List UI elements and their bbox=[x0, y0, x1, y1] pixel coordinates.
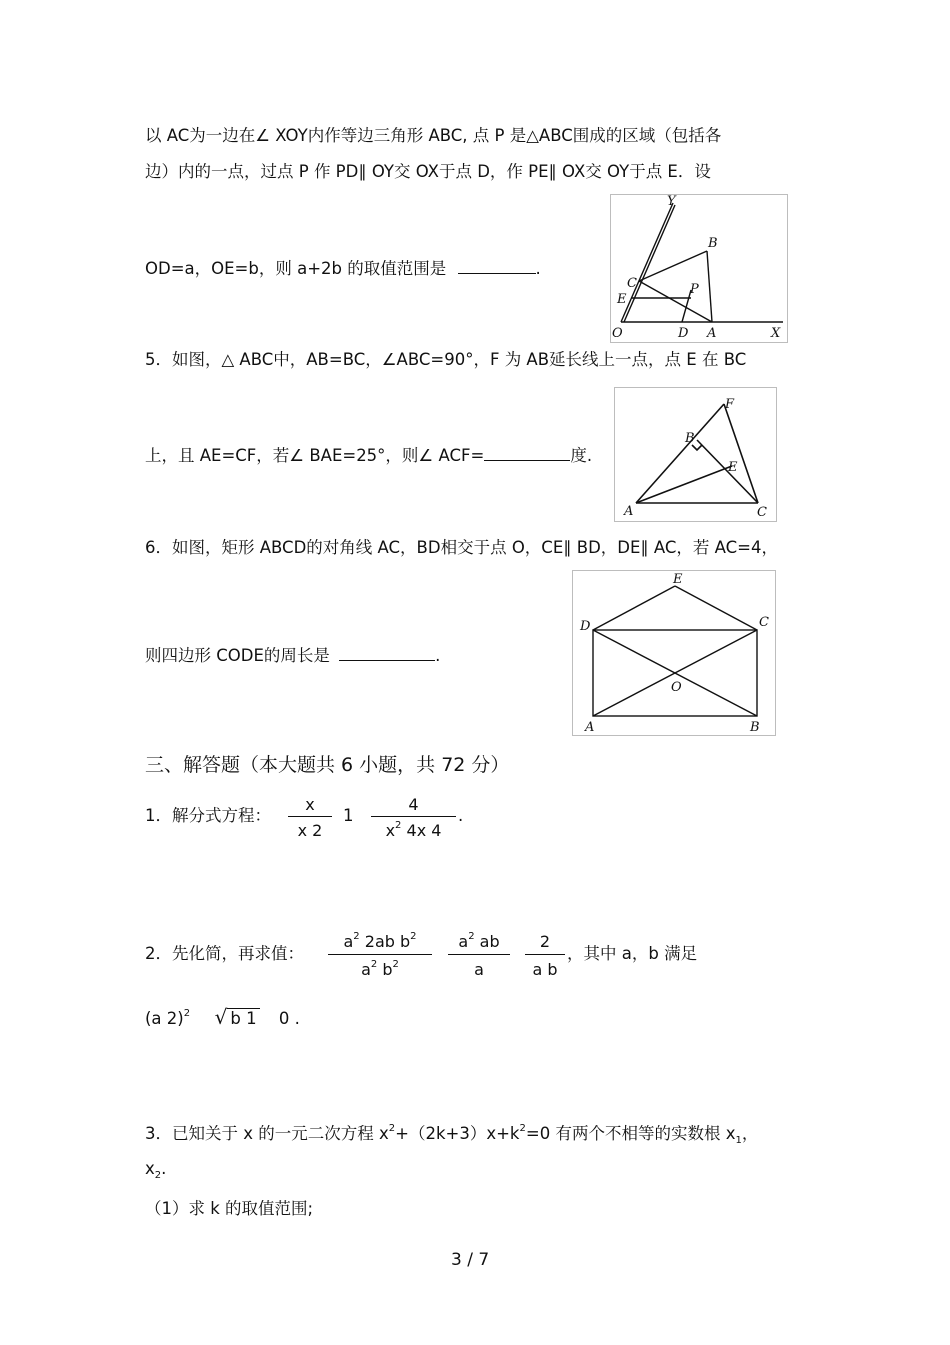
p2-tail: ，其中 a，b 满足 bbox=[567, 944, 698, 963]
p3-line1 bbox=[145, 1124, 758, 1147]
answer-blank bbox=[339, 644, 435, 661]
fraction-bar bbox=[448, 954, 510, 955]
fig4-label-d: D bbox=[678, 326, 689, 341]
p1-middle: 1 bbox=[343, 806, 354, 825]
fig6-label-o: O bbox=[671, 680, 682, 695]
p2-cond-sup: 2 bbox=[183, 1008, 191, 1019]
p3-sup2: 2 bbox=[519, 1123, 526, 1134]
fig4-label-p: P bbox=[690, 282, 699, 297]
p1-fraction-2 bbox=[371, 795, 456, 843]
p2-f1-num-a: a bbox=[343, 932, 354, 951]
p3-line1-c: =0 有两个不相等的实数根 x bbox=[525, 1124, 736, 1143]
p2-f1-num bbox=[328, 932, 432, 951]
fig6-label-d: D bbox=[580, 619, 591, 634]
fig6-label-a: A bbox=[585, 720, 595, 735]
fraction-bar bbox=[525, 954, 565, 955]
p2-label: 2．先化简，再求值： bbox=[145, 944, 304, 963]
p3-sub2: 2 bbox=[154, 1170, 162, 1181]
section-heading: 三、解答题（本大题共 6 小题，共 72 分） bbox=[145, 754, 510, 776]
q5-line2-end: 度. bbox=[570, 446, 593, 465]
p2-cond-end: 0 . bbox=[278, 1009, 300, 1028]
fig4-label-a: A bbox=[707, 326, 717, 341]
q6-line1: 6．如图，矩形 ABCD的对角线 AC，BD相交于点 O，CE∥ BD，DE∥ AC，若 AC=4， bbox=[145, 538, 779, 557]
p2-f1-num-b: 2ab b bbox=[359, 932, 411, 951]
q4-line2: 边）内的一点，过点 P 作 PD∥ OY交 OX于点 D，作 PE∥ OX交 OY于点 E．设 bbox=[145, 162, 711, 181]
sqrt-sign: √ bbox=[214, 1005, 228, 1029]
p2-f3-num: 2 bbox=[539, 932, 551, 951]
page-number: 3 / 7 bbox=[451, 1250, 490, 1270]
p3-line2 bbox=[145, 1159, 166, 1182]
p3-line2-b: . bbox=[161, 1159, 167, 1178]
p2-fraction-1 bbox=[328, 932, 432, 982]
p3-line1-a: 3．已知关于 x 的一元二次方程 x bbox=[145, 1124, 389, 1143]
p2-f2-num-b: ab bbox=[474, 932, 500, 951]
p2-f2-num bbox=[448, 932, 510, 951]
p2-fraction-3 bbox=[525, 932, 565, 982]
q6-figure bbox=[572, 570, 776, 736]
p1-frac1-den: x 2 bbox=[297, 821, 323, 840]
p2-f2-num-sup: 2 bbox=[468, 931, 475, 942]
fig5-label-a: A bbox=[624, 504, 634, 519]
q5-figure bbox=[614, 387, 777, 522]
fig4-label-o: O bbox=[612, 326, 623, 341]
p3-subquestion-1: （1）求 k 的取值范围; bbox=[145, 1199, 314, 1218]
q4-line1: 以 AC为一边在∠ XOY内作等边三角形 ABC, 点 P 是△ABC围成的区域（包括各 bbox=[145, 126, 722, 145]
p2-f1-den bbox=[328, 960, 432, 979]
p3-sup1: 2 bbox=[388, 1123, 396, 1134]
fig6-label-b: B bbox=[750, 720, 760, 735]
fig4-label-c: C bbox=[627, 276, 637, 291]
fraction-bar bbox=[288, 816, 332, 817]
p2-f1-den-a: a bbox=[361, 960, 371, 979]
q5-line2 bbox=[145, 444, 592, 466]
p2-condition bbox=[145, 1007, 300, 1032]
p1-frac1-num: x bbox=[305, 795, 315, 814]
p2-f1-den-sup1: 2 bbox=[370, 959, 378, 970]
q6-line2-text: 则四边形 CODE的周长是 bbox=[145, 646, 330, 665]
fig4-label-b: B bbox=[708, 236, 718, 251]
fraction-bar bbox=[371, 816, 456, 817]
fig5-label-f: F bbox=[725, 397, 735, 412]
p2-fraction-2 bbox=[448, 932, 510, 982]
fig5-label-b: B bbox=[685, 431, 695, 446]
p2-f1-den-b: b bbox=[377, 960, 393, 979]
p1-label: 1．解分式方程： bbox=[145, 806, 271, 825]
p1-frac2-den-a: x bbox=[385, 821, 396, 840]
p2-f2-den: a bbox=[474, 960, 484, 979]
answer-blank bbox=[458, 257, 536, 274]
q4-figure bbox=[610, 194, 788, 343]
fig4-label-e: E bbox=[617, 292, 627, 307]
q5-line1: 5．如图，△ ABC中，AB=BC，∠ABC=90°，F 为 AB延长线上一点，点 E 在 BC bbox=[145, 350, 747, 369]
p2-f3-den: a b bbox=[532, 960, 558, 979]
q4-line3-text: OD=a，OE=b，则 a+2b 的取值范围是 bbox=[145, 259, 447, 278]
fraction-bar bbox=[328, 954, 432, 955]
p1-frac2-den-sup: 2 bbox=[395, 820, 402, 831]
q6-line2-end: . bbox=[435, 646, 441, 665]
p2-f2-num-a: a bbox=[458, 932, 469, 951]
p1-frac2-num: 4 bbox=[408, 795, 419, 814]
p1-fraction-1 bbox=[288, 795, 332, 843]
p2-cond-root: b 1 bbox=[227, 1008, 259, 1028]
fig5-label-c: C bbox=[757, 505, 767, 520]
p2-f1-num-sup2: 2 bbox=[410, 931, 417, 942]
q4-line3-end: . bbox=[535, 259, 541, 278]
fig6-label-c: C bbox=[759, 615, 769, 630]
q4-line3 bbox=[145, 257, 541, 279]
q6-line2 bbox=[145, 644, 440, 666]
fig6-label-e: E bbox=[673, 572, 683, 587]
answer-blank bbox=[484, 444, 570, 461]
p1-end: . bbox=[458, 806, 464, 825]
fig5-label-e: E bbox=[728, 460, 738, 475]
fig4-label-y: Y bbox=[667, 195, 676, 209]
p1-frac2-den bbox=[371, 821, 456, 840]
p2-f1-den-sup2: 2 bbox=[392, 959, 399, 970]
q5-line2-text: 上，且 AE=CF，若∠ BAE=25°，则∠ ACF= bbox=[145, 446, 485, 465]
p3-sub1: 1 bbox=[735, 1135, 742, 1146]
p3-line1-d: ， bbox=[741, 1124, 759, 1143]
p2-cond-a: (a 2) bbox=[145, 1009, 184, 1028]
p3-line2-a: x bbox=[145, 1159, 155, 1178]
p3-line1-b: +（2k+3）x+k bbox=[395, 1124, 520, 1143]
p1-frac2-den-b: 4x 4 bbox=[401, 821, 442, 840]
fig4-label-x: X bbox=[771, 326, 781, 341]
p2-f1-num-sup1: 2 bbox=[353, 931, 360, 942]
